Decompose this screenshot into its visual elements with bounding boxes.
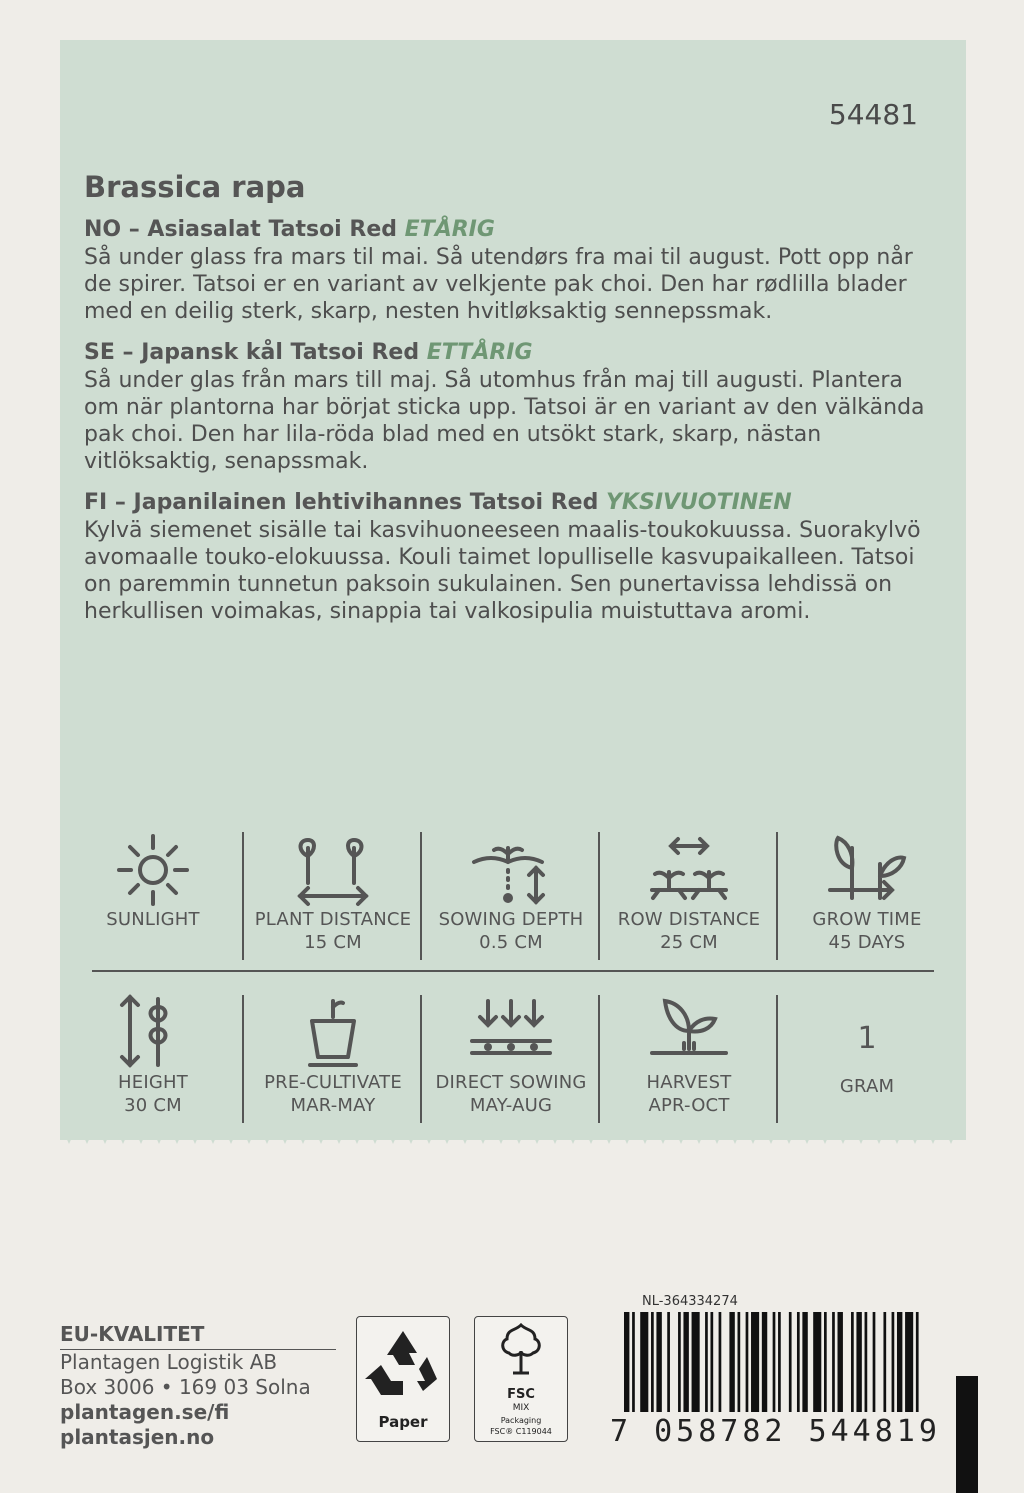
- barcode-bar: [692, 1312, 700, 1412]
- barcode-bar: [797, 1312, 800, 1412]
- barcode-bar: [773, 1312, 776, 1412]
- barcode-bar: [778, 1312, 781, 1412]
- fsc-code: FSC® C119044: [490, 1427, 552, 1436]
- info-value: 0.5 CM: [479, 932, 543, 953]
- plant-distance-icon: [288, 828, 378, 908]
- barcode-bar: [751, 1312, 759, 1412]
- company-info: [60, 1322, 336, 1450]
- paper-recycling-badge: [356, 1316, 450, 1442]
- info-label: HARVEST: [646, 1072, 732, 1093]
- section-text: Så under glass fra mars til mai. Så utendørs fra mai til august. Pott opp når de spirer. Tatsoi er en variant av velkjente pak choi. Den har rødlilla blader med en deilig sterk, skarp, nesten hvitløksaktig sennepssmak.: [84, 245, 913, 324]
- barcode-bar: [824, 1312, 827, 1412]
- barcode-bar: [851, 1312, 854, 1412]
- info-label: SUNLIGHT: [106, 909, 200, 930]
- fsc-tree-icon: [475, 1317, 567, 1383]
- weight-unit: GRAM: [839, 1076, 895, 1097]
- barcode-bar: [640, 1312, 648, 1412]
- info-value: MAY-AUG: [469, 1095, 553, 1116]
- info-cell-height: [64, 991, 242, 1136]
- grid-divider: [92, 970, 934, 972]
- barcode-bar: [856, 1312, 861, 1412]
- barcode-bar: [624, 1312, 629, 1412]
- section-heading: SE – Japansk kål Tatsoi Red: [84, 340, 420, 365]
- paper-label: Paper: [378, 1413, 428, 1431]
- section-fi: [84, 489, 944, 625]
- fsc-badge: [474, 1316, 568, 1442]
- barcode-bar: [916, 1312, 919, 1412]
- fsc-mix: MIX: [512, 1403, 530, 1413]
- company-name: Plantagen Logistik AB: [60, 1350, 278, 1374]
- barcode-bar: [738, 1312, 741, 1412]
- website-link[interactable]: plantagen.se/fi: [60, 1400, 230, 1424]
- info-label: PRE-CULTIVATE: [264, 1072, 402, 1093]
- barcode-bar: [719, 1312, 722, 1412]
- info-cell-direct-sowing: [422, 991, 600, 1136]
- row-distance-icon: [644, 828, 734, 908]
- recycle-icon: [357, 1317, 449, 1409]
- barcode-bar: [746, 1312, 749, 1412]
- direct-sowing-icon: [466, 991, 556, 1071]
- info-label: GROW TIME: [812, 909, 922, 930]
- section-heading: NO – Asiasalat Tatsoi Red: [84, 217, 397, 242]
- height-icon: [108, 991, 198, 1071]
- info-value: 30 CM: [124, 1095, 182, 1116]
- info-value: 15 CM: [304, 932, 362, 953]
- barcode-bar: [667, 1312, 670, 1412]
- info-label: DIRECT SOWING: [435, 1072, 587, 1093]
- eu-quality-title: EU-KVALITET: [60, 1322, 336, 1350]
- barcode-bar: [802, 1312, 807, 1412]
- description-texts: [84, 216, 944, 639]
- info-cell-sunlight: [64, 828, 242, 973]
- lifetime-label: YKSIVUOTINEN: [606, 490, 792, 515]
- info-value: 25 CM: [660, 932, 718, 953]
- barcode-bar: [651, 1312, 654, 1412]
- info-cell-grow-time: [778, 828, 956, 973]
- barcode-bar: [656, 1312, 661, 1412]
- section-se: [84, 339, 944, 475]
- barcode-bar: [813, 1312, 821, 1412]
- info-value: APR-OCT: [648, 1095, 730, 1116]
- info-cell-weight: [778, 991, 956, 1136]
- sun-icon: [108, 828, 198, 908]
- barcode-bar: [683, 1312, 688, 1412]
- barcode-number: 7 058782 544819: [610, 1414, 941, 1449]
- section-heading: FI – Japanilainen lehtivihannes Tatsoi Red: [84, 490, 599, 515]
- barcode-bar: [705, 1312, 708, 1412]
- info-row-1: [64, 828, 960, 973]
- harvest-icon: [644, 991, 734, 1071]
- fsc-name: FSC: [507, 1387, 535, 1402]
- barcode-bar: [892, 1312, 895, 1412]
- barcode: [624, 1312, 924, 1412]
- info-cell-sowing-depth: [422, 828, 600, 973]
- fsc-packaging: Packaging: [500, 1416, 542, 1425]
- barcode-bar: [873, 1312, 876, 1412]
- info-label: SOWING DEPTH: [438, 909, 584, 930]
- barcode-bar: [710, 1312, 713, 1412]
- info-cell-row-distance: [600, 828, 778, 973]
- info-label: HEIGHT: [118, 1072, 188, 1093]
- section-text: Så under glas från mars till maj. Så utomhus från maj till augusti. Plantera om när plantorna har börjat sticka upp. Tatsoi är en variant av den välkända pak choi. Den har lila-röda blad med en utsökt stark, skarp, nästan vitlöksaktig, senapssmak.: [84, 368, 925, 474]
- barcode-bar: [678, 1312, 681, 1412]
- info-grid: [64, 828, 960, 1136]
- website-link[interactable]: plantasjen.no: [60, 1425, 215, 1449]
- section-no: [84, 216, 944, 325]
- barcode-bar: [832, 1312, 835, 1412]
- section-text: Kylvä siemenet sisälle tai kasvihuoneeseen maalis-toukokuussa. Suorakylvö avomaalle touko-elokuussa. Kouli taimet lopulliselle kasvupaikalleen. Tatsoi on paremmin tunnetun paksoin sukulainen. Sen punertavissa lehdissä on herkullisen voimakas, sinappia tai valkosipulia muistuttava aromi.: [84, 518, 921, 624]
- barcode-bar: [838, 1312, 843, 1412]
- company-address: Box 3006 • 169 03 Solna: [60, 1375, 311, 1399]
- barcode-bar: [865, 1312, 868, 1412]
- barcode-bar: [789, 1312, 792, 1412]
- sowing-depth-icon: [466, 828, 556, 908]
- barcode-bar: [883, 1312, 886, 1412]
- barcode-bar: [905, 1312, 913, 1412]
- barcode-bar: [897, 1312, 902, 1412]
- info-value: MAR-MAY: [290, 1095, 376, 1116]
- latin-name: Brassica rapa: [84, 170, 306, 204]
- weight-amount: 1: [857, 1021, 877, 1056]
- barcode-bar: [762, 1312, 767, 1412]
- info-cell-harvest: [600, 991, 778, 1136]
- info-cell-plant-distance: [244, 828, 422, 973]
- barcode-bar: [632, 1312, 635, 1412]
- pot-icon: [288, 991, 378, 1071]
- edge-mark: [956, 1376, 978, 1493]
- grow-time-icon: [822, 828, 912, 908]
- info-cell-pre-cultivate: [244, 991, 422, 1136]
- lot-number: NL-364334274: [642, 1294, 738, 1309]
- info-label: PLANT DISTANCE: [254, 909, 412, 930]
- product-code: 54481: [828, 98, 918, 131]
- lifetime-label: ETÅRIG: [404, 217, 495, 242]
- lifetime-label: ETTÅRIG: [426, 340, 533, 365]
- info-value: 45 DAYS: [828, 932, 906, 953]
- info-row-2: [64, 991, 960, 1136]
- info-label: ROW DISTANCE: [617, 909, 761, 930]
- barcode-bar: [729, 1312, 734, 1412]
